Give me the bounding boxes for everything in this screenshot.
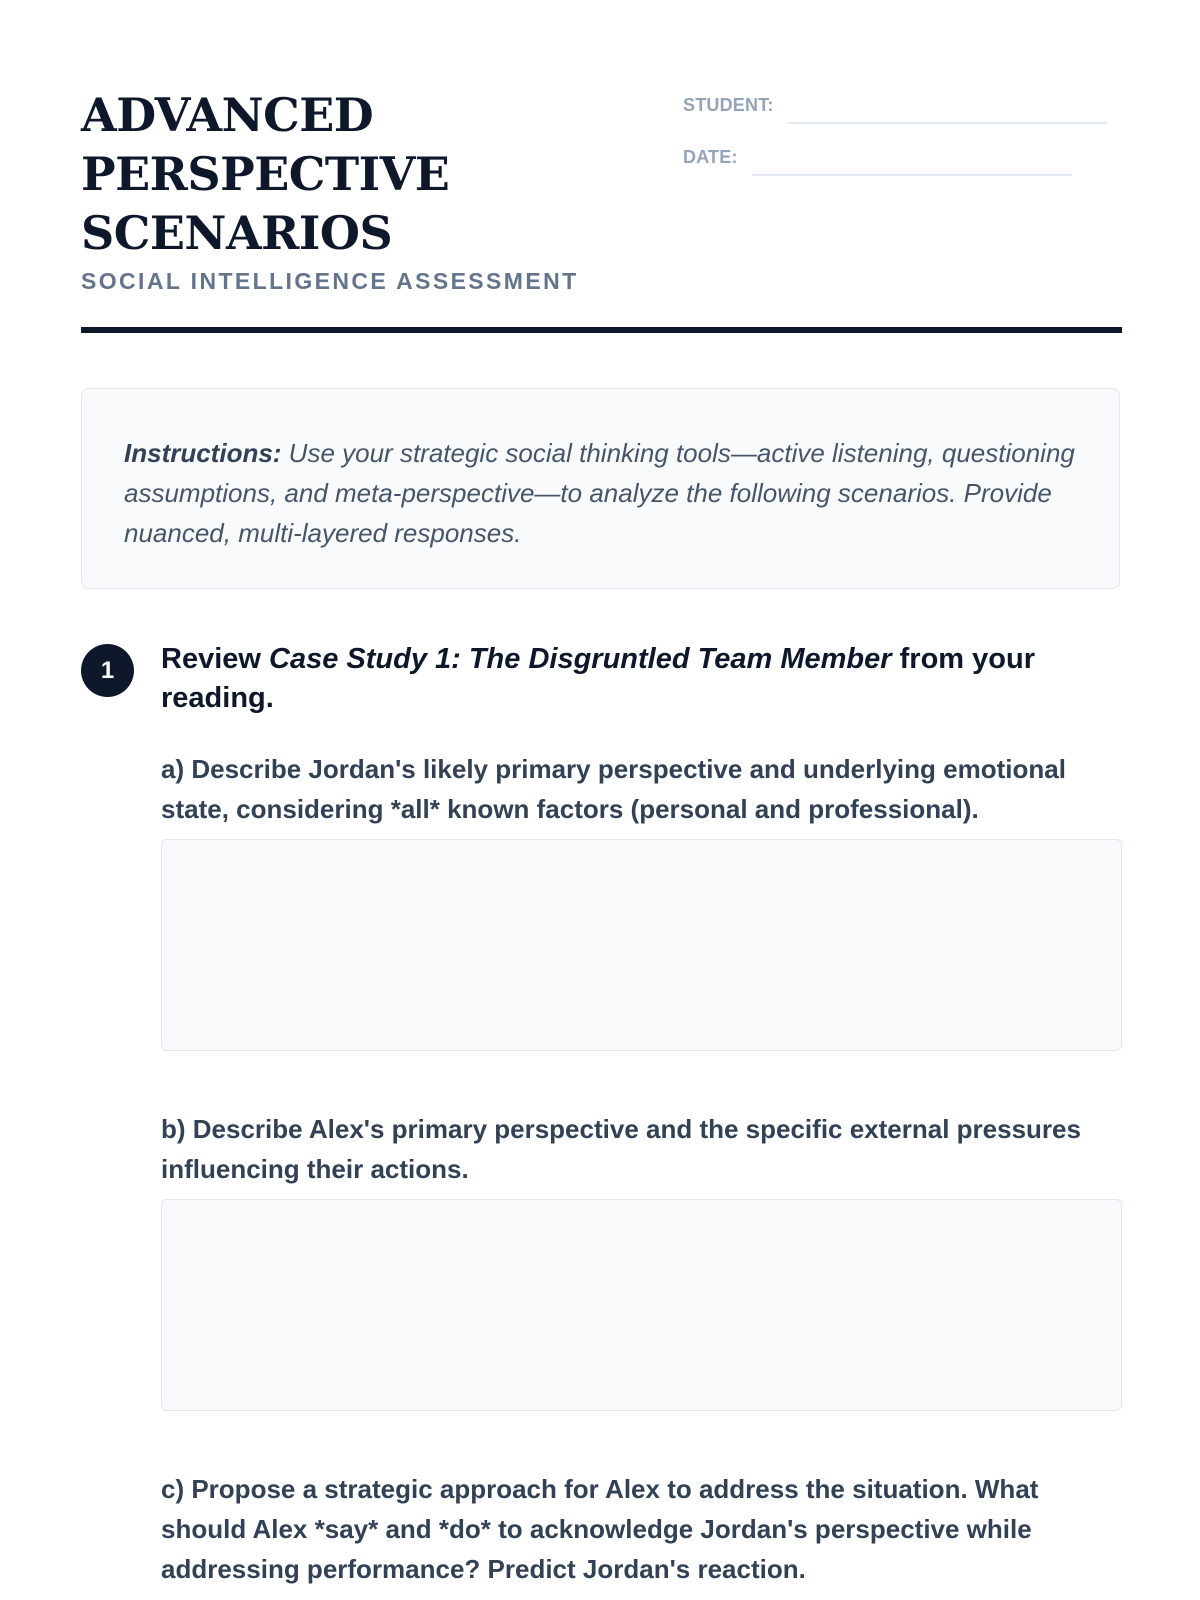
page-subtitle: SOCIAL INTELLIGENCE ASSESSMENT: [81, 268, 579, 294]
answer-box-b[interactable]: [161, 1199, 1122, 1411]
sub-question-b: b) Describe Alex's primary perspective and the specific external pressures influencing their actions.: [161, 1114, 1081, 1184]
student-info: [683, 88, 1123, 192]
sub-question-c: c) Propose a strategic approach for Alex to address the situation. What should Alex *say* and *do* to acknowledge Jordan's perspective while addressing performance? Predict Jordan's reaction.: [161, 1474, 1039, 1584]
date-field[interactable]: [752, 173, 1072, 176]
instructions-box: [81, 388, 1120, 589]
student-row: [683, 88, 1123, 140]
header-divider: [81, 327, 1122, 333]
date-label: DATE:: [683, 147, 738, 167]
answer-box-a[interactable]: [161, 839, 1122, 1051]
question-prompt: [161, 640, 1121, 718]
question-number-badge: 1: [81, 644, 134, 697]
instructions-lead: Instructions:: [124, 438, 282, 468]
student-name-field[interactable]: [788, 121, 1107, 124]
case-study-title: Case Study 1: The Disgruntled Team Member: [269, 643, 892, 675]
instructions-text: Use your strategic social thinking tools—active listening, questioning assumptions, and meta-perspective—to analyze the following scenarios. Provide nuanced, multi-layered responses.: [124, 438, 1075, 548]
date-row: [683, 140, 1123, 192]
question-prompt-prefix: Review: [161, 643, 269, 675]
page-title: ADVANCED PERSPECTIVE SCENARIOS: [81, 88, 450, 260]
worksheet-page: [81, 0, 1122, 1584]
worksheet-header: [81, 0, 1122, 335]
student-label: STUDENT:: [683, 95, 774, 115]
sub-question-a: a) Describe Jordan's likely primary perspective and underlying emotional state, considering *all* known factors (personal and professional).: [161, 754, 1066, 824]
question-prompt-suffix: from your reading.: [161, 643, 1035, 714]
